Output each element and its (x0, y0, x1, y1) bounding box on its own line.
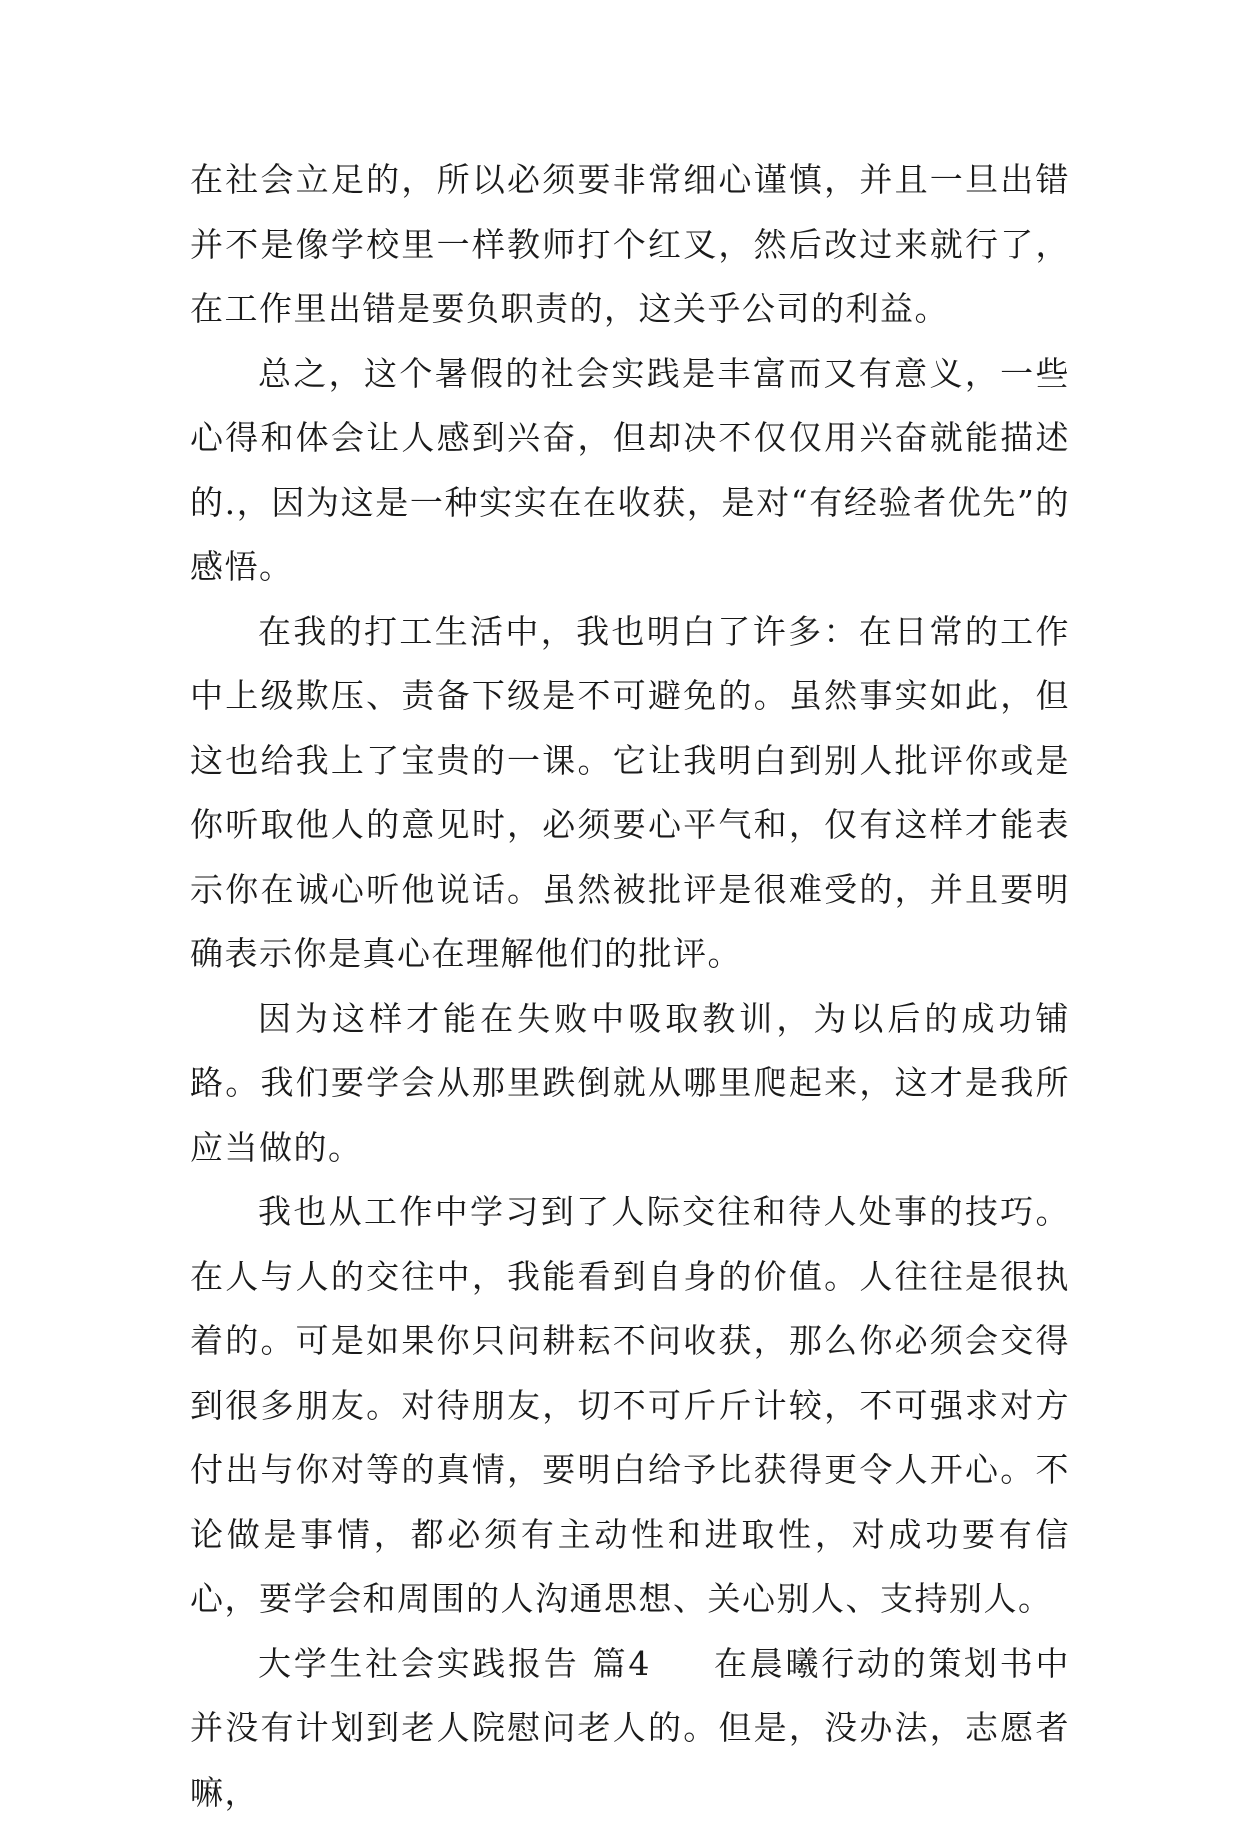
paragraph-5: 我也从工作中学习到了人际交往和待人处事的技巧。在人与人的交往中，我能看到自身的价值。人往往是很执着的。可是如果你只问耕耘不问收获，那么你必须会交得到很多朋友。对待朋友，切不可斤斤计较，不可强求对方付出与你对等的真情，要明白给予比获得更令人开心。不论做是事情，都必须有主动性和进取性，对成功要有信心，要学会和周围的人沟通思想、关心别人、支持别人。 (190, 1180, 1070, 1632)
paragraph-4: 因为这样才能在失败中吸取教训，为以后的成功铺路。我们要学会从那里跌倒就从哪里爬起来，这才是我所应当做的。 (190, 987, 1070, 1181)
section-text: 在晨曦行动的策划书中并没有计划到老人院慰问老人的。但是，没办法，志愿者嘛， (190, 1644, 1070, 1812)
section-heading: 大学生社会实践报告 篇4 (258, 1644, 651, 1683)
paragraph-3: 在我的打工生活中，我也明白了许多：在日常的工作中上级欺压、责备下级是不可避免的。虽然事实如此，但这也给我上了宝贵的一课。它让我明白到别人批评你或是你听取他人的意见时，必须要心平气和，仅有这样才能表示你在诚心听他说话。虽然被批评是很难受的，并且要明确表示你是真心在理解他们的批评。 (190, 600, 1070, 987)
section-paragraph (190, 1632, 1070, 1825)
paragraph-2: 总之，这个暑假的社会实践是丰富而又有意义，一些心得和体会让人感到兴奋，但却决不仅仅用兴奋就能描述的.，因为这是一种实实在在收获，是对“有经验者优先”的感悟。 (190, 342, 1070, 600)
paragraph-1: 在社会立足的，所以必须要非常细心谨慎，并且一旦出错并不是像学校里一样教师打个红叉，然后改过来就行了，在工作里出错是要负职责的，这关乎公司的利益。 (190, 148, 1070, 342)
document-page (190, 148, 1070, 1825)
